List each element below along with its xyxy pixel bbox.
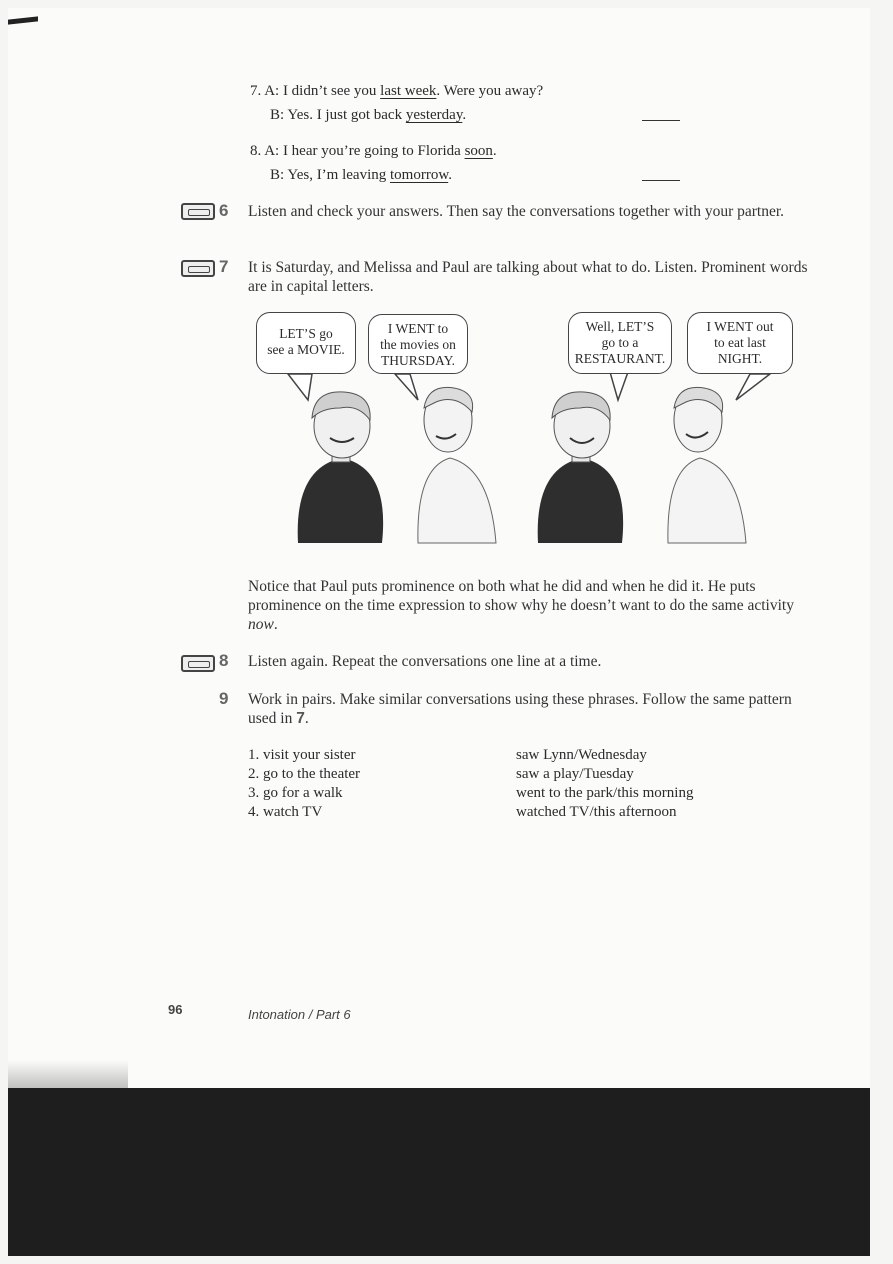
notice-emphasis: now (248, 616, 274, 633)
running-footer: Intonation / Part 6 (248, 1007, 351, 1022)
bubble-line: THURSDAY. (381, 353, 455, 368)
section-9-instruction (248, 690, 808, 728)
notice-text: Notice that Paul puts prominence on both what he did and when he did it. He puts prominence on the time expression to show why he doesn’t want to do the same activity (248, 578, 794, 614)
bubble-line: Well, LET’S (585, 319, 655, 334)
cassette-icon (181, 260, 215, 277)
list-item: went to the park/this morning (516, 785, 694, 801)
section-reference: 7 (296, 710, 305, 727)
list-item: 2. go to the theater (248, 766, 361, 782)
bubble-line: RESTAURANT. (574, 351, 666, 366)
list-item: watched TV/this afternoon (516, 804, 677, 820)
phrase-list-left (248, 746, 360, 822)
bubble-line: NIGHT. (717, 351, 763, 366)
section-7-instruction: It is Saturday, and Melissa and Paul are talking about what to do. Listen. Prominent words are in capital letters. (248, 259, 808, 295)
list-item: 4. watch TV (248, 804, 323, 820)
bubble-line: I WENT to (387, 321, 449, 336)
instruction-text: . (304, 710, 309, 727)
bubble-line: I WENT out (706, 319, 774, 334)
cassette-icon (181, 203, 215, 220)
underlined-word: tomorrow (390, 167, 449, 183)
item-8-line-a (250, 141, 497, 161)
man-figure-left (418, 387, 496, 543)
item-7-line-a (250, 81, 543, 101)
page-number: 96 (168, 1002, 183, 1017)
line-text: . Were you away? (436, 83, 544, 99)
list-item: 3. go for a walk (248, 785, 343, 801)
line-text: B: Yes. I just got back (270, 107, 406, 123)
line-text: B: Yes, I’m leaving (270, 167, 390, 183)
underlined-word: yesterday (405, 107, 463, 123)
notice-paragraph (248, 577, 814, 634)
line-text: . (462, 107, 467, 123)
bubble-line: go to a (601, 335, 639, 350)
underlined-word: last week (380, 83, 437, 99)
item-8-line-b (270, 165, 452, 185)
item-number: 7. (250, 83, 262, 99)
section-number-7: 7 (219, 257, 229, 276)
speech-bubble-paul-1 (368, 314, 468, 374)
speech-bubble-melissa-1 (256, 312, 356, 374)
woman-figure-left (298, 392, 383, 543)
woman-figure-right (538, 392, 623, 543)
bubble-line: see a MOVIE. (267, 342, 345, 357)
list-item: saw a play/Tuesday (516, 766, 634, 782)
line-text: A: I didn’t see you (264, 83, 381, 99)
speech-bubble-paul-2 (687, 312, 793, 374)
section-number-9: 9 (219, 689, 229, 708)
underlined-word: soon (464, 143, 493, 159)
man-figure-right (668, 387, 746, 543)
scan-shadow (8, 1060, 128, 1090)
phrase-list-right (516, 746, 693, 822)
bubble-line: LET’S go (279, 326, 333, 341)
list-item: saw Lynn/Wednesday (516, 747, 647, 763)
bubble-line: to eat last (714, 335, 766, 350)
cassette-icon (181, 655, 215, 672)
speech-bubble-melissa-2 (568, 312, 672, 374)
section-6-instruction: Listen and check your answers. Then say the conversations together with your partner. (248, 203, 785, 220)
section-number-8: 8 (219, 651, 229, 670)
line-text: . (448, 167, 452, 183)
section-number-6: 6 (219, 201, 229, 220)
notice-end: . (273, 616, 278, 633)
line-text: A: I hear you’re going to Florida (264, 143, 465, 159)
section-8-instruction: Listen again. Repeat the conversations one line at a time. (248, 653, 602, 670)
bubble-line: the movies on (380, 337, 456, 352)
conversation-illustration (250, 308, 800, 553)
list-item: 1. visit your sister (248, 747, 356, 763)
line-text: . (492, 143, 497, 159)
answer-blank-7[interactable] (642, 120, 680, 121)
item-7-line-b (270, 105, 466, 125)
item-number: 8. (250, 143, 262, 159)
scan-background (8, 1088, 870, 1256)
answer-blank-8[interactable] (642, 180, 680, 181)
instruction-text: Work in pairs. Make similar conversations using these phrases. Follow the same pattern used in (248, 691, 792, 727)
